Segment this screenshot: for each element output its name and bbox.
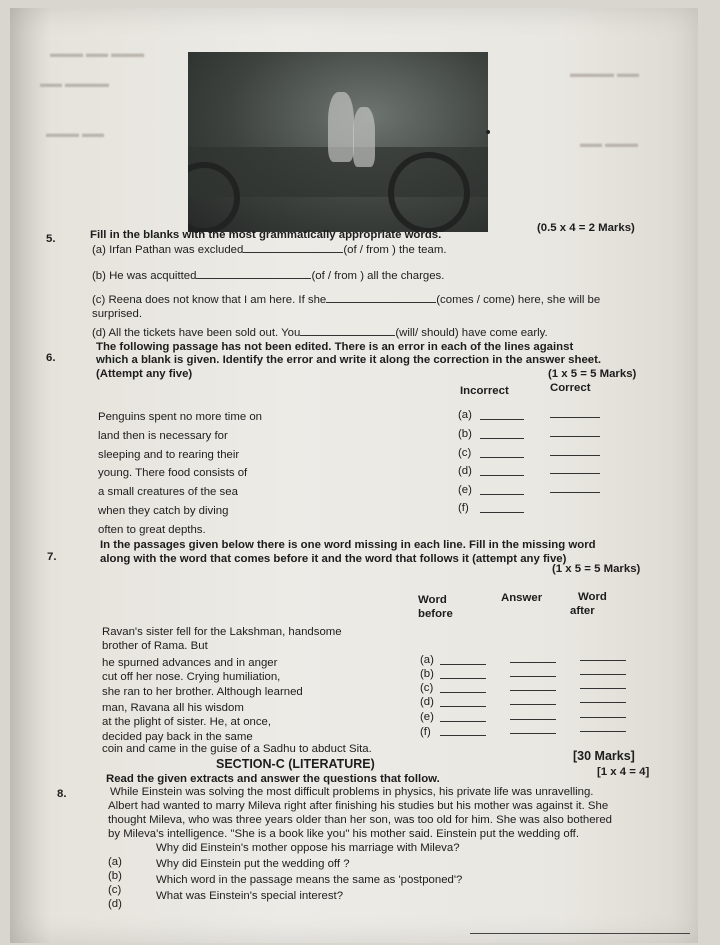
worksheet-page: ▬▬▬ ▬▬ ▬▬▬ ▬▬ ▬▬▬▬ ▬▬▬ ▬▬ ▬▬▬▬ ▬▬ ▬▬ ▬▬▬ 5. Fill in the blanks with the most grammatically appropriate words. (0.5 x 4 = 2 Marks) (a) Irfan Pathan was excluded (of / from ) the team. (b) He was acquitted (of / from ) all the charges. (c) Reena does not know that I am here. If she (comes / come) here, she will be surprised. (d) All the tickets have been sold out. You (will/ should) have come early. 6. The following passage has not been edited. There is an error in each of the lines against which a blank is given. Identify the error and write it along the correction in the answer sheet. (Attempt any five) (1 x 5 = 5 Marks) Incorrect Correct Penguins spent no more time on land then is necessary for sleeping and to rearing their young. There food consists of a small creatures of the sea when they catch by diving often to great depths. (a) (b) (c) (d) (e) (f) 7. In the passages given below there is one word missing in each line. Fill in the missing word along with the word that comes before it and the word that follows it (attempt any five) (1 x 5 = 5 Marks) Word before Answer Word after Ravan's sister fell for the Lakshman, handsome brother of Rama. But he spurned advances and in anger cut off her nose. Crying humiliation, she ran to her brother. Although learned man, Ravana all his wisdom at the plight of sister. He, at once, decided pay back in the same coin and came in the guise of a Sadhu to abduct Sita. (a) (b) (c) (d) (e) (f) SECTION-C (LITERATURE) [30 Marks] [1 x 4 = 4] 8. Read the given extracts and answer the questions that follow. While Einstein was solving the most difficult problems in physics, his private life was unravelling. Albert had wanted to marry Mileva right after finishing his studies but his mother was against it. She thought Mileva, who was three years older than her son, was too old for him. She was also bothered by Mileva's intelligence. "She is a book like you" his mother said. Einstein put the wedding off. (a) Why did Einstein's mother oppose his marriage with Mileva? (b) Why did Einstein put the wedding off ? (c) Which word in the passage means the same as 'postponed'? (d) What was Einstein's special interest? (10, 8, 698, 943)
q6-correct-blank[interactable] (550, 492, 600, 493)
q6-heading-1: The following passage has not been edited. There is an error in each of the lines against (96, 341, 574, 353)
q5-a-blank[interactable] (243, 243, 343, 253)
q8-passage-line: While Einstein was solving the most difficult problems in physics, his private life was unravelling. (110, 786, 594, 798)
q7-after-blank[interactable] (580, 660, 626, 661)
q6-label: (c) (458, 447, 472, 459)
q7-before-blank[interactable] (440, 735, 486, 736)
q8-question-text: Why did Einstein's mother oppose his marriage with Mileva? (156, 842, 460, 854)
q6-incorrect-blank[interactable] (480, 512, 524, 513)
q6-number: 6. (46, 352, 56, 364)
q5-b-blank[interactable] (196, 269, 311, 279)
q7-answer-blank[interactable] (510, 676, 556, 677)
q7-line: decided pay back in the same (102, 731, 253, 743)
q5-d-text: (d) All the tickets have been sold out. You (92, 327, 301, 339)
q8-question-label: (c) (108, 884, 122, 896)
q7-before-blank[interactable] (440, 678, 486, 679)
q8-question-label: (a) (108, 856, 122, 868)
q5-c-blank[interactable] (326, 293, 436, 303)
q8-question-text: What was Einstein's special interest? (156, 890, 344, 902)
q7-col-before: before (418, 608, 453, 620)
q5-c-cont: surprised. (92, 308, 143, 320)
q7-before-blank[interactable] (440, 692, 486, 693)
q7-line: she ran to her brother. Although learned (102, 686, 303, 698)
q6-attempt: (Attempt any five) (96, 368, 193, 380)
q5-b (92, 269, 444, 283)
q7-answer-blank[interactable] (510, 690, 556, 691)
q7-line: at the plight of sister. He, at once, (102, 716, 272, 728)
q5-heading: Fill in the blanks with the most grammatically appropriate words. (90, 229, 442, 241)
q7-line: Ravan's sister fell for the Lakshman, handsome (102, 626, 342, 638)
q6-label: (a) (458, 409, 472, 421)
q7-after-blank[interactable] (580, 688, 626, 689)
q7-heading-2: along with the word that comes before it and the word that follows it (attempt any five) (100, 553, 567, 565)
q5-marks: (0.5 x 4 = 2 Marks) (537, 222, 635, 234)
q7-after-blank[interactable] (580, 731, 626, 732)
q8-question-text: Why did Einstein put the wedding off ? (156, 858, 350, 870)
ink-dot (486, 130, 490, 134)
q6-col-incorrect: Incorrect (460, 385, 509, 397)
q7-answer-blank[interactable] (510, 719, 556, 720)
q7-label: (f) (420, 726, 431, 738)
q7-answer-blank[interactable] (510, 704, 556, 705)
q7-before-blank[interactable] (440, 706, 486, 707)
q6-incorrect-blank[interactable] (480, 475, 524, 476)
q6-line: land then is necessary for (98, 430, 228, 442)
q6-line: often to great depths. (98, 524, 206, 536)
q8-passage-line: Albert had wanted to marry Mileva right after finishing his studies but his mother was against it. She (108, 800, 609, 812)
q6-incorrect-blank[interactable] (480, 457, 524, 458)
q7-line: brother of Rama. But (102, 640, 208, 652)
q5-d (92, 326, 548, 340)
q6-label: (e) (458, 484, 472, 496)
q7-line: man, Ravana all his wisdom (102, 702, 244, 714)
q6-correct-blank[interactable] (550, 436, 600, 437)
q6-line: a small creatures of the sea (98, 486, 238, 498)
q7-col-answer: Answer (501, 592, 543, 604)
news-photo (188, 52, 488, 232)
q6-line: young. There food consists of (98, 467, 248, 479)
q7-marks: (1 x 5 = 5 Marks) (552, 563, 641, 575)
q8-passage-line: by Mileva's intelligence. "She is a book like you" his mother said. Einstein put the wedding off. (108, 828, 579, 840)
q7-heading-1: In the passages given below there is one word missing in each line. Fill in the missing word (100, 539, 596, 551)
q7-col-word: Word (418, 594, 447, 606)
q7-label: (a) (420, 654, 434, 666)
section-c-sub-marks: [1 x 4 = 4] (597, 766, 650, 778)
q5-c (92, 293, 600, 307)
q5-a-options: (of / from ) the team. (343, 244, 447, 256)
q5-b-text: (b) He was acquitted (92, 270, 197, 282)
q8-passage-line: thought Mileva, who was three years older than her son, was too old for him. She was also bothered (108, 814, 612, 826)
q6-heading-2: which a blank is given. Identify the error and write it along the correction in the answer sheet. (96, 354, 602, 366)
section-c-title: SECTION-C (LITERATURE) (216, 757, 375, 771)
q7-col-after: after (570, 605, 595, 617)
q7-label: (c) (420, 682, 434, 694)
q5-d-options: (will/ should) have come early. (395, 327, 548, 339)
q8-question-label: (d) (108, 898, 122, 910)
q7-after-blank[interactable] (580, 717, 626, 718)
q6-correct-blank[interactable] (550, 455, 600, 456)
q6-correct-blank[interactable] (550, 473, 600, 474)
q8-heading: Read the given extracts and answer the questions that follow. (106, 773, 440, 785)
q5-c-text: (c) Reena does not know that I am here. If she (92, 294, 327, 306)
q5-d-blank[interactable] (300, 326, 395, 336)
q7-label: (e) (420, 711, 434, 723)
q6-correct-blank[interactable] (550, 417, 600, 418)
q6-line: when they catch by diving (98, 505, 229, 517)
q7-line: he spurned advances and in anger (102, 657, 278, 669)
q6-line: sleeping and to rearing their (98, 449, 240, 461)
q6-label: (f) (458, 502, 469, 514)
q7-label: (d) (420, 696, 434, 708)
q6-incorrect-blank[interactable] (480, 419, 524, 420)
q6-incorrect-blank[interactable] (480, 494, 524, 495)
footer-rule (470, 933, 690, 934)
q8-question-text: Which word in the passage means the same as 'postponed'? (156, 874, 463, 886)
q7-after-blank[interactable] (580, 674, 626, 675)
q7-number: 7. (47, 551, 57, 563)
q5-a (92, 243, 447, 257)
q5-c-options: (comes / come) here, she will be (436, 294, 601, 306)
q5-a-text: (a) Irfan Pathan was excluded (92, 244, 244, 256)
q7-before-blank[interactable] (440, 721, 486, 722)
q7-answer-blank[interactable] (510, 733, 556, 734)
q6-label: (d) (458, 465, 472, 477)
q7-before-blank[interactable] (440, 664, 486, 665)
q7-line: coin and came in the guise of a Sadhu to abduct Sita. (102, 743, 372, 755)
q7-line: cut off her nose. Crying humiliation, (102, 671, 281, 683)
q5-b-options: (of / from ) all the charges. (311, 270, 445, 282)
q6-col-correct: Correct (550, 382, 591, 394)
q7-after-blank[interactable] (580, 702, 626, 703)
q7-label: (b) (420, 668, 434, 680)
q6-line: Penguins spent no more time on (98, 411, 262, 423)
q6-marks: (1 x 5 = 5 Marks) (548, 368, 637, 380)
q6-label: (b) (458, 428, 472, 440)
q7-col-word2: Word (578, 591, 607, 603)
q8-number: 8. (57, 788, 67, 800)
section-c-marks: [30 Marks] (573, 749, 635, 763)
q8-question-label: (b) (108, 870, 122, 882)
q7-answer-blank[interactable] (510, 662, 556, 663)
q5-number: 5. (46, 233, 56, 245)
q6-incorrect-blank[interactable] (480, 438, 524, 439)
